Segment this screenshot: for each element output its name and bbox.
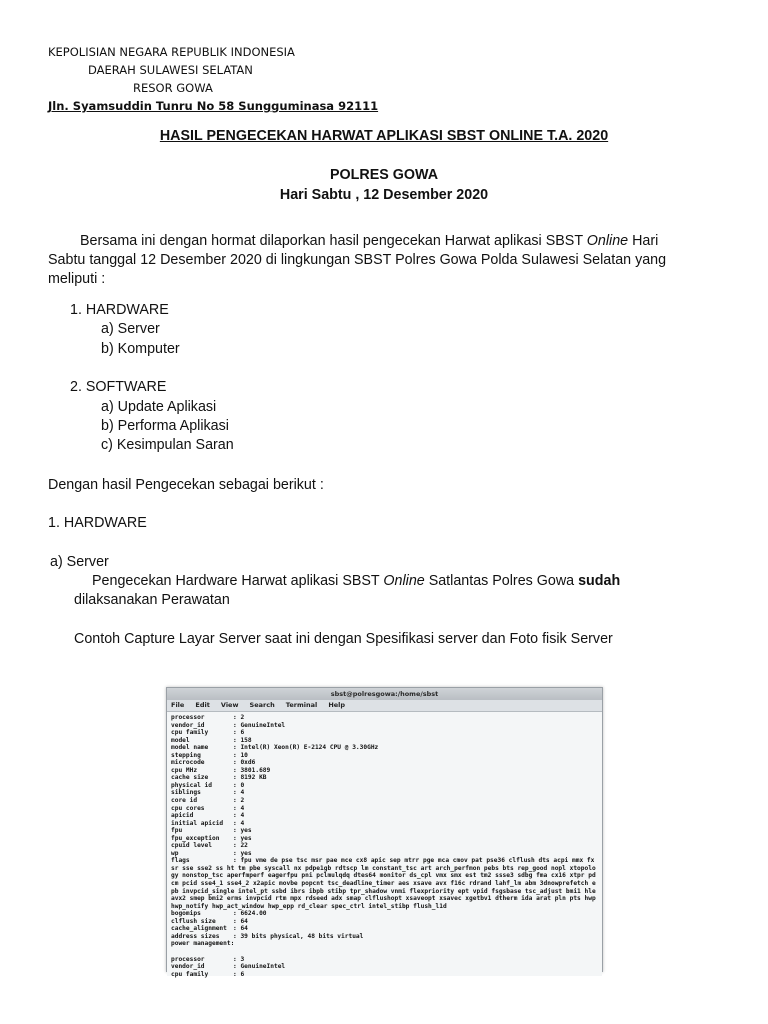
document-subtitle-date: Hari Sabtu , 12 Desember 2020: [279, 187, 489, 203]
terminal-key: stepping: [171, 751, 201, 759]
terminal-line: [171, 842, 598, 850]
terminal-value: : 2: [233, 797, 245, 805]
terminal-line: [171, 948, 598, 956]
section-hardware-heading: 1. HARDWARE: [48, 515, 147, 531]
outline-software: 2. SOFTWARE: [70, 379, 167, 395]
terminal-line: [171, 714, 598, 722]
terminal-value: : 2: [233, 714, 245, 721]
terminal-value: : 6: [233, 729, 245, 737]
terminal-key: cpu cores: [171, 804, 205, 812]
server-line-1: Pengecekan Hardware Harwat aplikasi SBST Online Satlantas Polres Gowa sudah: [92, 573, 621, 589]
terminal-value: : Intel(R) Xeon(R) E-2124 CPU @ 3.30GHz: [233, 744, 379, 752]
terminal-key: address sizes: [171, 932, 220, 940]
terminal-title-bar: sbst@polresgowa:/home/sbst: [167, 688, 602, 700]
terminal-value: : 6: [233, 970, 245, 978]
outline-hardware-computer: b) Komputer: [101, 341, 180, 357]
terminal-value: : 4: [233, 804, 245, 812]
terminal-menu-terminal: Terminal: [285, 701, 318, 709]
terminal-key: cpu MHz: [171, 766, 198, 774]
terminal-value: : yes: [233, 849, 252, 857]
terminal-line: [171, 820, 598, 828]
terminal-key: vendor_id: [171, 721, 205, 729]
server-terminal-screenshot: [166, 687, 603, 978]
terminal-value: : fpu vme de pse tsc msr pae mce cx8 apic sep mtrr pge mca cmov pat pse36 clflush dts acpi mmx fxsr sse sse2 ss ht tm pbe syscall nx pdpe1gb rdtscp lm constant_tsc art arch_perfmon pebs bts rep_good nopl xtopology nonstop_tsc aperfmperf eagerfpu pni pclmulqdq dtes64 monitor ds_cpl vmx smx est tm2 ssse3 sdbg fma cx16 xtpr pdcm pcid sse4_1 sse4_2 x2apic movbe popcnt tsc_deadline_timer aes xsave avx f16c rdrand lahf_lm abm 3dnowprefetch epb invpcid_single intel_pt ssbd ibrs ibpb stibp tpr_shadow vnmi flexpriority ept vpid fsgsbase tsc_adjust bmi1 hle avx2 smep bmi2 erms invpcid rtm mpx rdseed adx smap clflushopt xsaveopt xsavec xgetbv1 dtherm ida arat pln pts hwp hwp_notify hwp_act_window hwp_epp rd_clear spec_ctrl intel_stibp flush_l1d: [171, 857, 596, 910]
terminal-output: [167, 712, 602, 976]
terminal-line: [171, 797, 598, 805]
terminal-value: : 4: [233, 819, 245, 827]
terminal-key: processor: [171, 955, 205, 963]
terminal-value: : 4: [233, 789, 245, 797]
terminal-menu-file: File: [171, 701, 185, 709]
terminal-line: [171, 933, 598, 941]
terminal-key: processor: [171, 714, 205, 721]
terminal-key: flags: [171, 857, 190, 865]
terminal-value: : 3: [233, 955, 245, 963]
terminal-key: model name: [171, 744, 209, 752]
intro-line-3: meliputi :: [48, 271, 106, 287]
letterhead-region: DAERAH SULAWESI SELATAN: [88, 63, 253, 77]
terminal-line: [171, 827, 598, 835]
terminal-value: : yes: [233, 834, 252, 842]
results-intro: Dengan hasil Pengecekan sebagai berikut :: [48, 477, 324, 493]
terminal-line: [171, 910, 598, 918]
terminal-value: : GenuineIntel: [233, 721, 286, 729]
outline-software-conclusion: c) Kesimpulan Saran: [101, 437, 234, 453]
terminal-value: : 0: [233, 781, 245, 789]
outline-software-performance: b) Performa Aplikasi: [101, 418, 229, 434]
terminal-line: [171, 805, 598, 813]
terminal-line: [171, 737, 598, 745]
terminal-flags: [171, 857, 598, 910]
terminal-key: fpu_exception: [171, 834, 220, 842]
server-heading: a) Server: [50, 554, 109, 570]
letterhead-address: Jln. Syamsuddin Tunru No 58 Sungguminasa 92111: [48, 99, 379, 113]
terminal-key: cpu family: [171, 970, 209, 978]
terminal-key: power management:: [171, 940, 235, 948]
terminal-key: fpu: [171, 827, 183, 835]
terminal-value: : 39 bits physical, 48 bits virtual: [233, 932, 364, 940]
terminal-value: : 4: [233, 812, 245, 820]
terminal-line: [171, 940, 598, 948]
terminal-line: [171, 759, 598, 767]
terminal-value: : 22: [233, 842, 248, 850]
terminal-key: core id: [171, 797, 198, 805]
terminal-line: [171, 971, 598, 979]
terminal-key: initial apicid: [171, 819, 224, 827]
terminal-line: [171, 956, 598, 964]
terminal-key: vendor_id: [171, 963, 205, 971]
terminal-value: : GenuineIntel: [233, 963, 286, 971]
terminal-value: : 8192 KB: [233, 774, 267, 782]
terminal-key: cache_alignment: [171, 925, 227, 933]
terminal-line: [171, 744, 598, 752]
outline-software-update: a) Update Aplikasi: [101, 399, 217, 415]
terminal-line: [171, 729, 598, 737]
terminal-value: : 6624.00: [233, 910, 267, 918]
terminal-key: apicid: [171, 812, 194, 820]
terminal-key: clflush size: [171, 917, 216, 925]
terminal-line: [171, 722, 598, 730]
terminal-key: wp: [171, 849, 179, 857]
terminal-menu-edit: Edit: [195, 701, 210, 709]
terminal-value: : 158: [233, 736, 252, 744]
terminal-value: : 64: [233, 925, 248, 933]
letterhead-agency: KEPOLISIAN NEGARA REPUBLIK INDONESIA: [48, 45, 295, 59]
intro-line-2: Sabtu tanggal 12 Desember 2020 di lingkungan SBST Polres Gowa Polda Sulawesi Selatan yang: [48, 252, 667, 268]
outline-hardware: 1. HARDWARE: [70, 302, 169, 318]
terminal-key: microcode: [171, 759, 205, 767]
terminal-key: bogomips: [171, 910, 201, 918]
terminal-key: siblings: [171, 789, 201, 797]
intro-online-italic: Online: [586, 233, 629, 249]
letterhead: [48, 43, 378, 115]
intro-line-1: Bersama ini dengan hormat dilaporkan hasil pengecekan Harwat aplikasi SBST Online Hari: [80, 233, 659, 249]
server-line-2: dilaksanakan Perawatan: [74, 592, 230, 608]
outline-hardware-server: a) Server: [101, 321, 160, 337]
document-subtitle-unit: POLRES GOWA: [329, 167, 439, 183]
terminal-key: model: [171, 736, 190, 744]
terminal-value: : yes: [233, 827, 252, 835]
terminal-key: cpu family: [171, 729, 209, 737]
terminal-value: : 3801.689: [233, 766, 271, 774]
terminal-line: [171, 774, 598, 782]
terminal-value: : 10: [233, 751, 248, 759]
terminal-value: : 0xd6: [233, 759, 256, 767]
terminal-key: cpuid level: [171, 842, 212, 850]
terminal-line: [171, 925, 598, 933]
terminal-key: cache size: [171, 774, 209, 782]
capture-note: Contoh Capture Layar Server saat ini dengan Spesifikasi server dan Foto fisik Server: [74, 631, 613, 647]
server-status-done: sudah: [578, 573, 621, 589]
document-title: HASIL PENGECEKAN HARWAT APLIKASI SBST ONLINE T.A. 2020: [159, 128, 609, 144]
terminal-menu-search: Search: [249, 701, 275, 709]
letterhead-resort: RESOR GOWA: [133, 81, 213, 95]
terminal-line: [171, 963, 598, 971]
terminal-value: : 64: [233, 917, 248, 925]
terminal-menu-view: View: [220, 701, 239, 709]
terminal-key: physical id: [171, 781, 212, 789]
terminal-line: [171, 812, 598, 820]
terminal-menu-help: Help: [328, 701, 346, 709]
terminal-menu-bar: [167, 700, 602, 712]
terminal-line: [171, 789, 598, 797]
